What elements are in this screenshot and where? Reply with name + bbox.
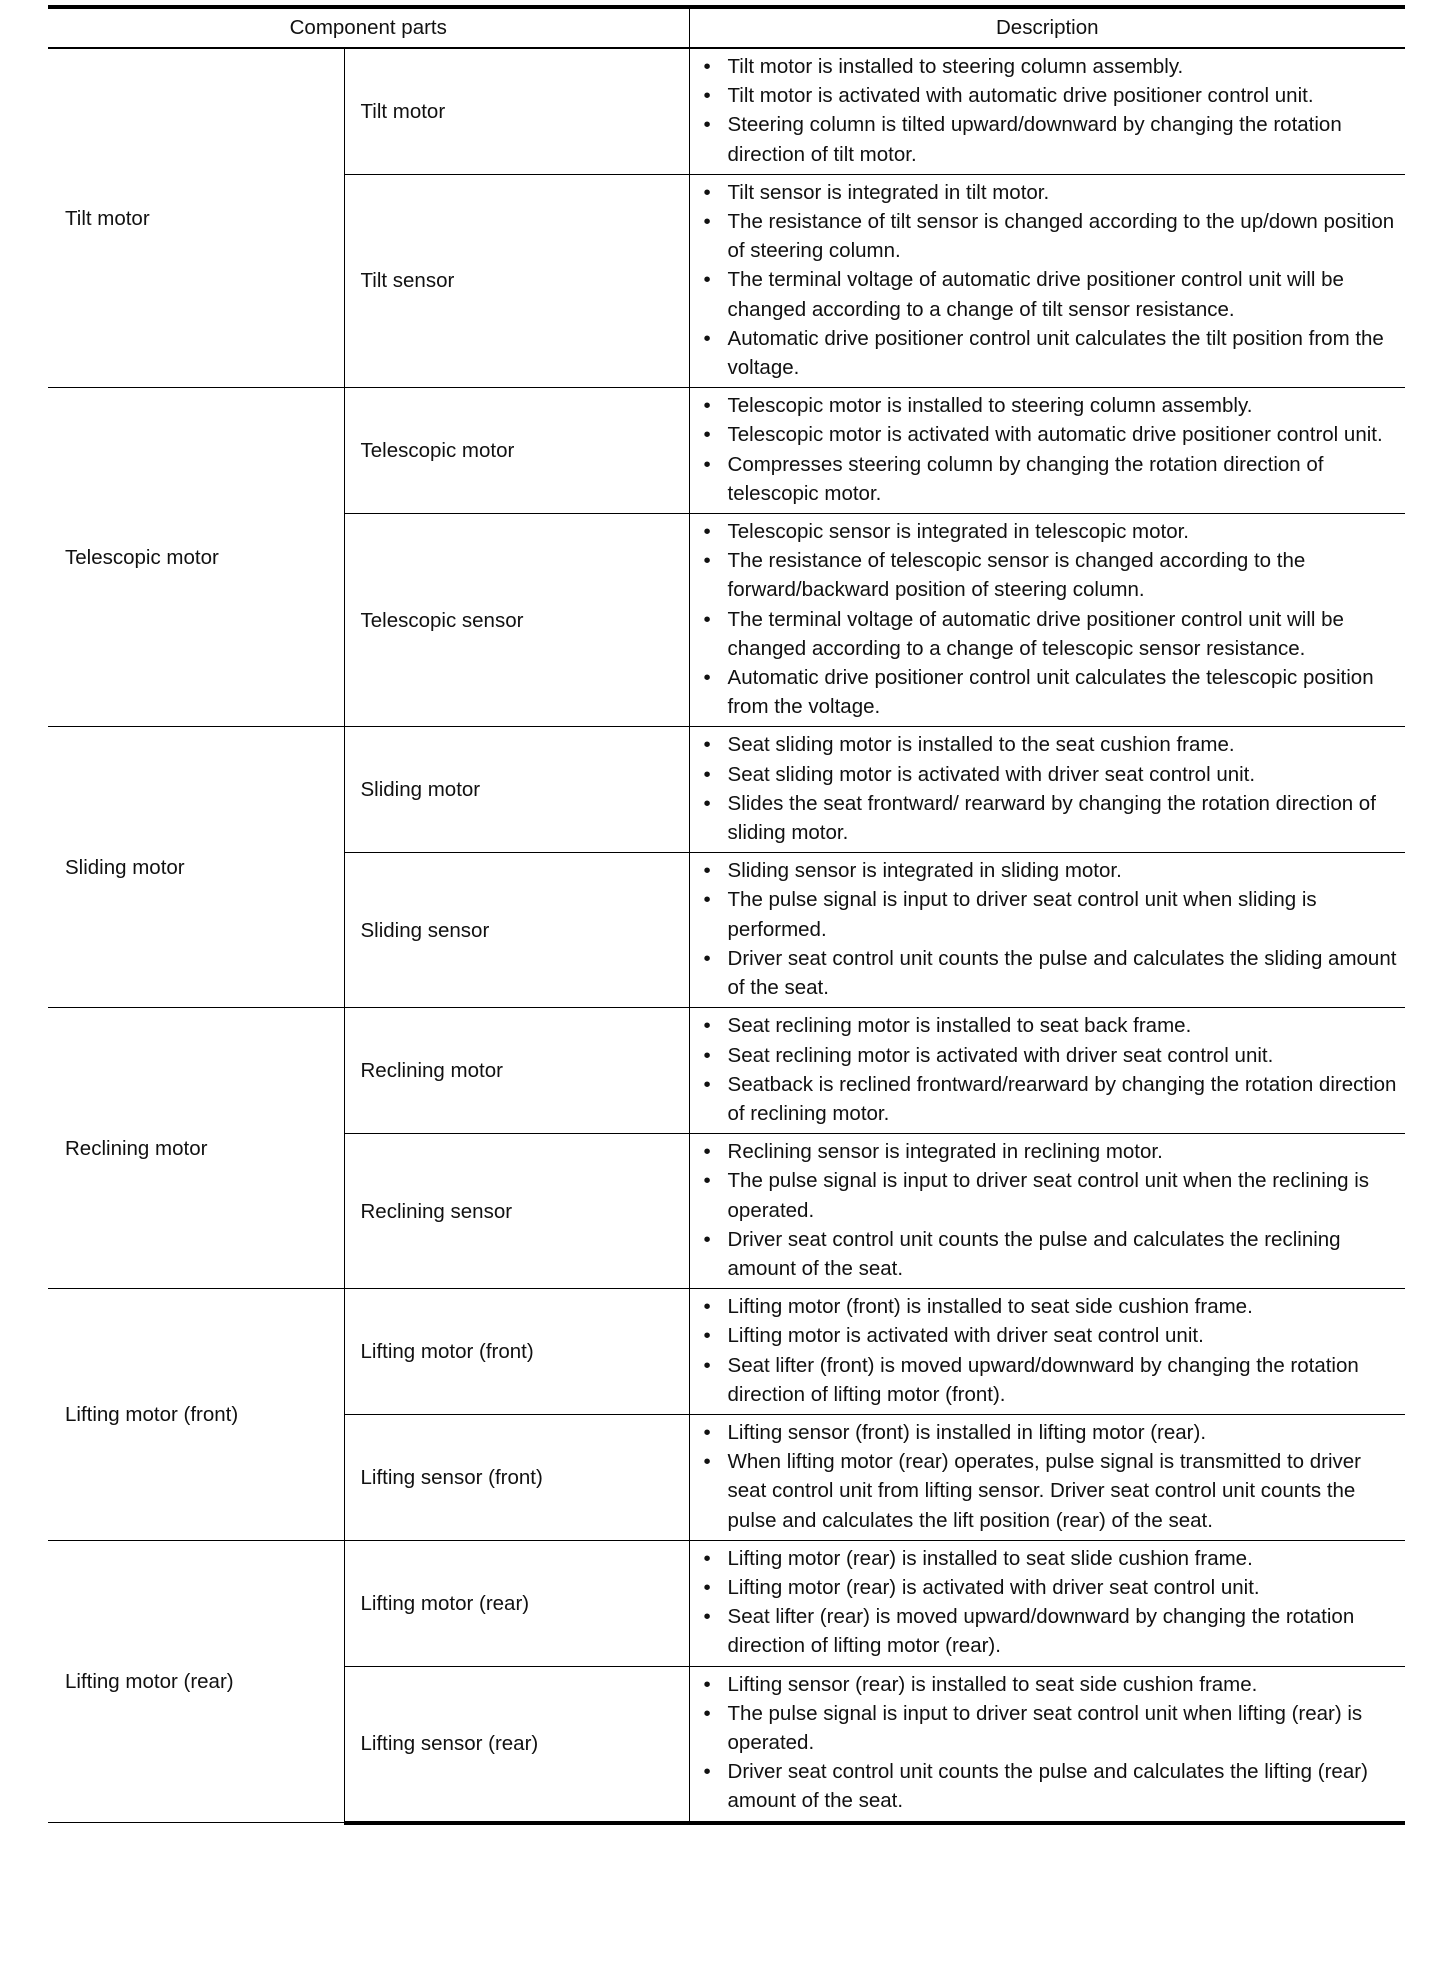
description-item: • Compresses steering column by changing the rotation direction of telescopic motor.: [704, 450, 1400, 508]
description-list: [704, 391, 1400, 508]
description-item: • Seat lifter (front) is moved upward/downward by changing the rotation direction of lifting motor (front).: [704, 1351, 1400, 1409]
description-list: [704, 730, 1400, 847]
description-item: • The terminal voltage of automatic drive positioner control unit will be changed according to a change of tilt sensor resistance.: [704, 265, 1400, 323]
description-item: • Driver seat control unit counts the pulse and calculates the lifting (rear) amount of the seat.: [704, 1757, 1400, 1815]
part-cell: Telescopic motor: [344, 388, 689, 514]
description-item: • Lifting motor is activated with driver seat control unit.: [704, 1321, 1400, 1350]
part-cell: Lifting motor (rear): [344, 1540, 689, 1666]
part-cell: Reclining motor: [344, 1008, 689, 1134]
header-component-parts: Component parts: [48, 7, 689, 48]
description-item: • The pulse signal is input to driver seat control unit when the reclining is operated.: [704, 1166, 1400, 1224]
description-item: • Driver seat control unit counts the pulse and calculates the sliding amount of the seat.: [704, 944, 1400, 1002]
description-list: [704, 52, 1400, 169]
description-item: • Lifting motor (rear) is installed to seat slide cushion frame.: [704, 1544, 1400, 1573]
description-cell: [689, 1540, 1405, 1666]
group-cell: Reclining motor: [48, 1008, 344, 1289]
description-item: • Seat lifter (rear) is moved upward/downward by changing the rotation direction of lifting motor (rear).: [704, 1602, 1400, 1660]
description-item: • Seat reclining motor is activated with driver seat control unit.: [704, 1041, 1400, 1070]
description-item: • Automatic drive positioner control unit calculates the tilt position from the voltage.: [704, 324, 1400, 382]
description-list: [704, 517, 1400, 721]
description-item: • Telescopic motor is activated with automatic drive positioner control unit.: [704, 420, 1400, 449]
description-item: • The resistance of telescopic sensor is changed according to the forward/backward position of steering column.: [704, 546, 1400, 604]
description-item: • The pulse signal is input to driver seat control unit when lifting (rear) is operated.: [704, 1699, 1400, 1757]
description-item: • Seat sliding motor is activated with driver seat control unit.: [704, 760, 1400, 789]
part-cell: Reclining sensor: [344, 1134, 689, 1289]
table-row: [48, 388, 1405, 514]
description-item: • Driver seat control unit counts the pulse and calculates the reclining amount of the seat.: [704, 1225, 1400, 1283]
part-cell: Tilt sensor: [344, 174, 689, 387]
description-item: • Automatic drive positioner control unit calculates the telescopic position from the voltage.: [704, 663, 1400, 721]
description-item: • Tilt sensor is integrated in tilt motor.: [704, 178, 1400, 207]
description-item: • The terminal voltage of automatic drive positioner control unit will be changed according to a change of telescopic sensor resistance.: [704, 605, 1400, 663]
part-cell: Lifting sensor (rear): [344, 1666, 689, 1823]
part-cell: Tilt motor: [344, 48, 689, 174]
description-list: [704, 1011, 1400, 1128]
description-list: [704, 1544, 1400, 1661]
description-cell: [689, 174, 1405, 387]
description-item: • Lifting motor (front) is installed to seat side cushion frame.: [704, 1292, 1400, 1321]
description-item: • Seat sliding motor is installed to the seat cushion frame.: [704, 730, 1400, 759]
description-list: [704, 1292, 1400, 1409]
header-row: [48, 7, 1405, 48]
description-item: • Telescopic motor is installed to steering column assembly.: [704, 391, 1400, 420]
description-item: • Telescopic sensor is integrated in telescopic motor.: [704, 517, 1400, 546]
part-cell: Lifting motor (front): [344, 1289, 689, 1415]
table-row: [48, 727, 1405, 853]
description-cell: [689, 1666, 1405, 1823]
description-list: [704, 856, 1400, 1002]
description-item: • Seat reclining motor is installed to seat back frame.: [704, 1011, 1400, 1040]
description-item: • The resistance of tilt sensor is changed according to the up/down position of steering column.: [704, 207, 1400, 265]
table-row: [48, 48, 1405, 174]
description-cell: [689, 1289, 1405, 1415]
description-list: [704, 1137, 1400, 1283]
description-cell: [689, 853, 1405, 1008]
description-cell: [689, 1008, 1405, 1134]
description-cell: [689, 514, 1405, 727]
group-cell: Tilt motor: [48, 48, 344, 388]
description-item: • Sliding sensor is integrated in sliding motor.: [704, 856, 1400, 885]
description-list: [704, 1418, 1400, 1535]
description-cell: [689, 727, 1405, 853]
description-item: • Seatback is reclined frontward/rearward by changing the rotation direction of reclining motor.: [704, 1070, 1400, 1128]
description-item: • When lifting motor (rear) operates, pulse signal is transmitted to driver seat control unit from lifting sensor. Driver seat control unit counts the pulse and calculates the lift position (rear) of the seat.: [704, 1447, 1400, 1535]
header-description: Description: [689, 7, 1405, 48]
description-item: • Slides the seat frontward/ rearward by changing the rotation direction of sliding motor.: [704, 789, 1400, 847]
table-row: [48, 1540, 1405, 1666]
table-row: [48, 1008, 1405, 1134]
description-item: • Reclining sensor is integrated in reclining motor.: [704, 1137, 1400, 1166]
component-parts-table: [48, 5, 1405, 1825]
description-list: [704, 178, 1400, 382]
description-cell: [689, 1134, 1405, 1289]
group-cell: Lifting motor (rear): [48, 1540, 344, 1822]
table-row: [48, 1289, 1405, 1415]
description-list: [704, 1670, 1400, 1816]
group-cell: Telescopic motor: [48, 388, 344, 727]
description-item: • The pulse signal is input to driver seat control unit when sliding is performed.: [704, 885, 1400, 943]
description-cell: [689, 48, 1405, 174]
description-item: • Lifting motor (rear) is activated with driver seat control unit.: [704, 1573, 1400, 1602]
part-cell: Sliding motor: [344, 727, 689, 853]
description-cell: [689, 388, 1405, 514]
description-item: • Lifting sensor (rear) is installed to seat side cushion frame.: [704, 1670, 1400, 1699]
description-item: • Lifting sensor (front) is installed in lifting motor (rear).: [704, 1418, 1400, 1447]
table-body: [48, 48, 1405, 1823]
group-cell: Lifting motor (front): [48, 1289, 344, 1541]
description-item: • Tilt motor is installed to steering column assembly.: [704, 52, 1400, 81]
description-item: • Tilt motor is activated with automatic drive positioner control unit.: [704, 81, 1400, 110]
part-cell: Lifting sensor (front): [344, 1414, 689, 1540]
part-cell: Sliding sensor: [344, 853, 689, 1008]
part-cell: Telescopic sensor: [344, 514, 689, 727]
description-item: • Steering column is tilted upward/downward by changing the rotation direction of tilt motor.: [704, 110, 1400, 168]
description-cell: [689, 1414, 1405, 1540]
group-cell: Sliding motor: [48, 727, 344, 1008]
